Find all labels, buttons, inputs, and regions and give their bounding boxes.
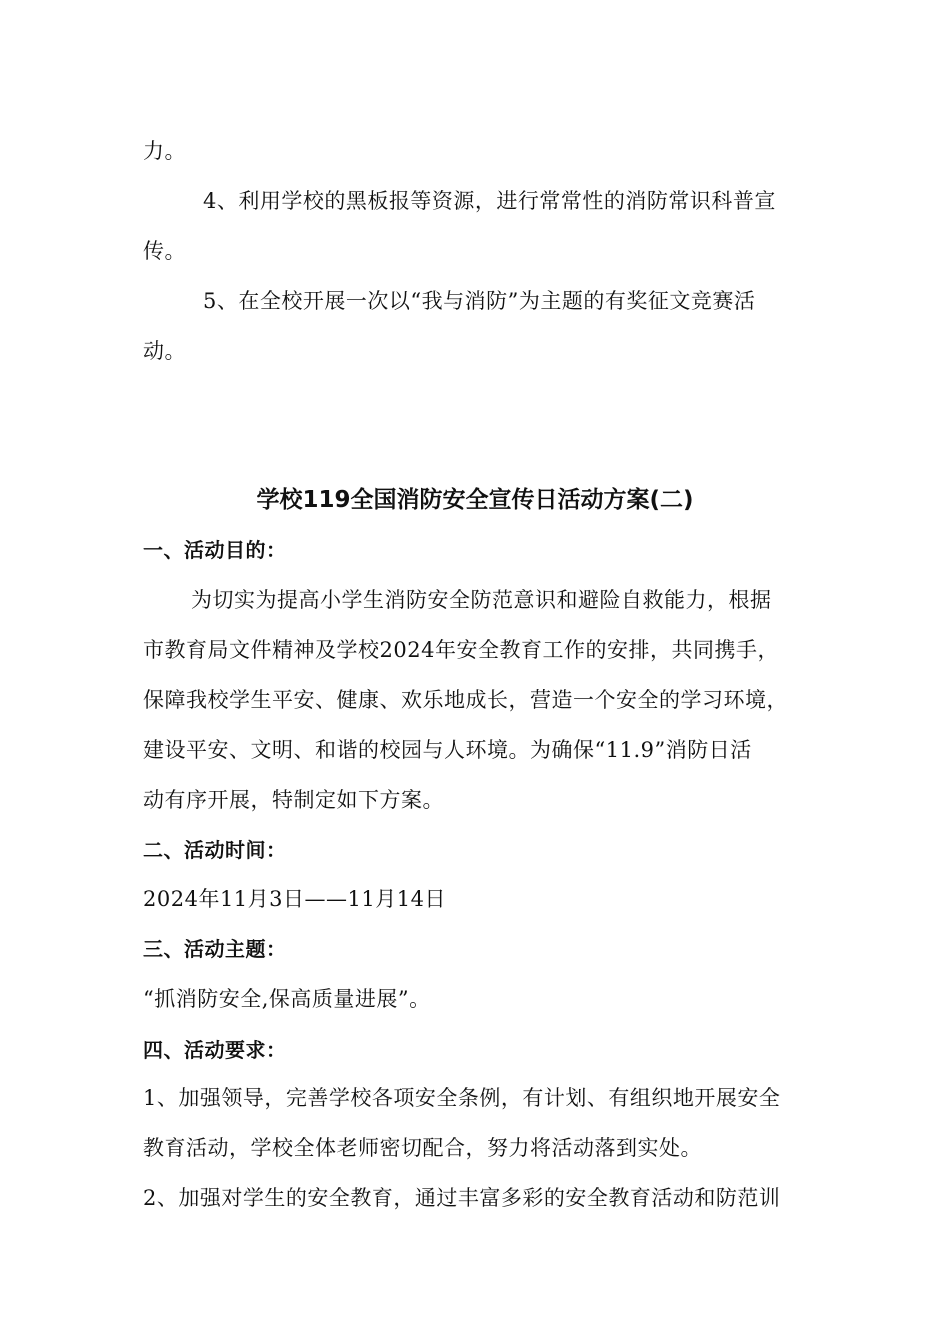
document-title: 学校119全国消防安全宣传日活动方案(二) <box>256 487 694 513</box>
list-item-5-line-2: 动。 <box>143 339 186 363</box>
section-heading-requirements: 四、活动要求： <box>143 1038 287 1062</box>
section-heading-time: 二、活动时间： <box>143 838 287 862</box>
paragraph-line: 为切实为提高小学生消防安全防范意识和避险自救能力，根据 <box>191 588 772 612</box>
paragraph-line: 市教育局文件精神及学校2024年安全教育工作的安排，共同携手， <box>143 638 779 662</box>
list-item-4-line-1: 4、利用学校的黑板报等资源，进行常常性的消防常识科普宣 <box>203 189 776 213</box>
section-heading-purpose: 一、活动目的： <box>143 538 287 562</box>
list-item-4-line-2: 传。 <box>143 239 186 263</box>
list-item-5-line-1: 5、在全校开展一次以“我与消防”为主题的有奖征文竞赛活 <box>203 289 756 313</box>
paragraph-line: 力。 <box>143 139 186 163</box>
paragraph-line: 保障我校学生平安、健康、欢乐地成长，营造一个安全的学习环境， <box>143 688 788 712</box>
section-heading-theme: 三、活动主题： <box>143 937 287 961</box>
activity-theme: “抓消防安全,保高质量进展”。 <box>143 987 431 1011</box>
requirement-1-line-2: 教育活动，学校全体老师密切配合，努力将活动落到实处。 <box>143 1136 702 1160</box>
activity-date-range: 2024年11月3日——11月14日 <box>143 887 446 911</box>
paragraph-line: 动有序开展，特制定如下方案。 <box>143 788 444 812</box>
paragraph-line: 建设平安、文明、和谐的校园与人环境。为确保“11.9”消防日活 <box>143 738 752 762</box>
requirement-2-line-1: 2、加强对学生的安全教育，通过丰富多彩的安全教育活动和防范训 <box>143 1186 781 1210</box>
requirement-1-line-1: 1、加强领导，完善学校各项安全条例，有计划、有组织地开展安全 <box>143 1086 781 1110</box>
